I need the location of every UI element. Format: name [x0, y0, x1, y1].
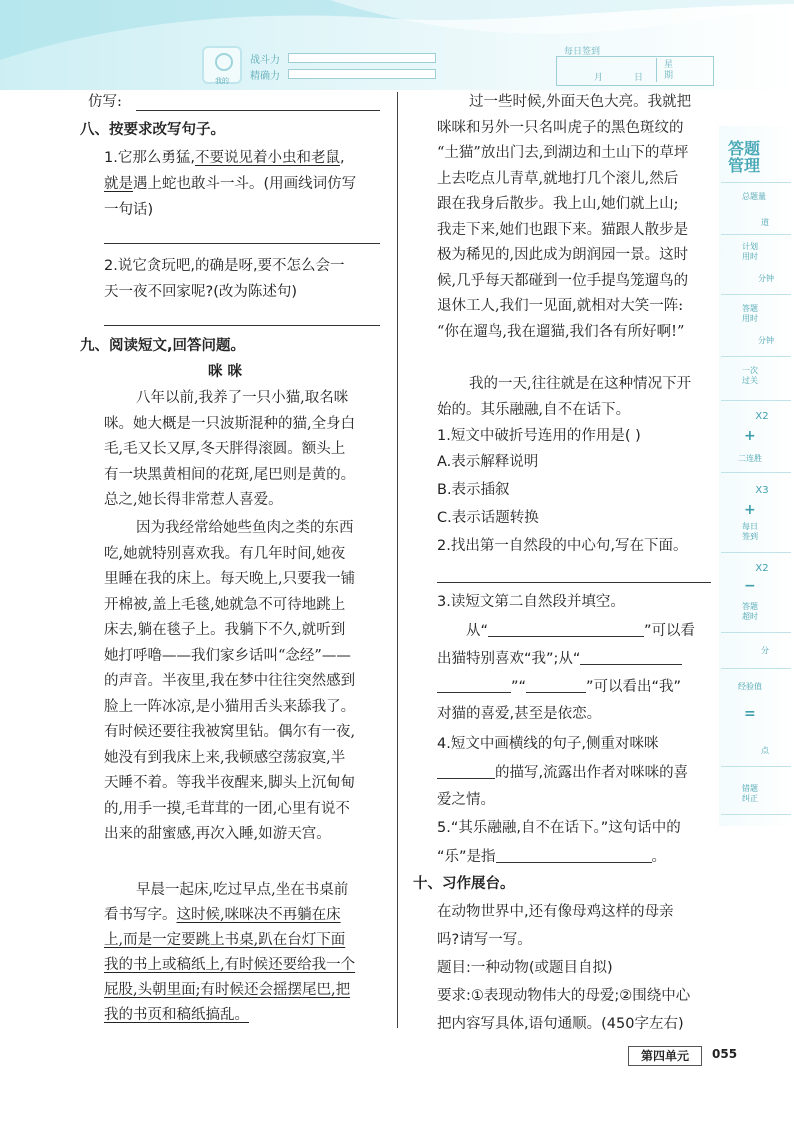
q8-2-line1: 2.说它贪玩吧,的确是呀,要不怎么会一 [104, 258, 345, 274]
p2-line: 脸上一阵冰凉,是小猫用舌头来舔我了。 [104, 698, 356, 715]
imitate-label: 仿写: [88, 94, 122, 110]
story-title: 咪 咪 [208, 364, 243, 380]
sidebar-equals: = [744, 706, 756, 722]
p1-line: 总之,她长得非常惹人喜爱。 [104, 492, 283, 508]
imitate-answer-line[interactable] [136, 110, 380, 111]
p2-line: 她没有到我床上来,我顿感空荡寂寞,半 [104, 749, 346, 766]
p4-line: 咪咪和另外一只名叫虎子的黑色斑纹的 [437, 119, 684, 136]
p2-line: 她打呼噜——我们家乡话叫“念经”—— [104, 647, 351, 664]
q3-blank-1[interactable] [488, 620, 644, 637]
section-9-title: 九、阅读短文,回答问题。 [80, 338, 246, 354]
writing-line5: 把内容写具体,语句通顺。(450字左右) [437, 1016, 684, 1032]
sidebar-divider [721, 766, 791, 767]
daily-sign-title: 每日签到 [564, 47, 601, 57]
sidebar-minus: − [744, 578, 756, 594]
writing-line2: 吗?请写一写。 [437, 932, 532, 948]
sidebar-divider [721, 234, 791, 235]
sidebar-divider [721, 400, 791, 401]
p5-line: 我的一天,往往就是在这种情况下开 [469, 376, 692, 392]
q4-line1: 4.短文中画横线的句子,侧重对咪咪 [437, 736, 659, 752]
q8-1-line1: 1.它那么勇猛,不要说见着小虫和老鼠, [104, 150, 345, 166]
sidebar-divider [721, 294, 791, 295]
q8-1-answer-line[interactable] [104, 243, 380, 244]
sidebar-divider [721, 668, 791, 669]
accuracy-bar [288, 69, 436, 79]
p3-line2: 看书写字。这时候,咪咪决不再躺在床 [104, 907, 341, 923]
q3-stem: 3.读短文第二自然段并填空。 [437, 594, 625, 610]
sidebar-x3: X3 [755, 485, 769, 496]
p4-line: “土猫”放出门去,到湖边和土山下的草坪 [437, 145, 689, 161]
q3-line1: 从“ ”可以看 [466, 620, 695, 641]
sidebar-divider [721, 632, 791, 633]
p2-line: 开棉被,盖上毛毯,她就急不可待地跳上 [104, 596, 346, 613]
sign-divider [656, 58, 657, 82]
p1-line: 八年以前,我养了一只小猫,取名咪 [136, 390, 349, 406]
p2-line: 天睡不着。等我半夜醒来,脚头上沉甸甸 [104, 775, 356, 791]
p5-line: 始的。其乐融融,自不在话下。 [437, 401, 631, 418]
p2-line: 因为我经常给她些鱼肉之类的东西 [136, 520, 354, 536]
p1-line: 有一块黑黄相间的花斑,尾巴则是黄的。 [104, 466, 356, 483]
q3-blank-4[interactable] [526, 676, 586, 693]
sidebar-plus-1: + [744, 428, 756, 444]
p4-line: 跟在我身后散步。我上山,她们就上山; [437, 196, 679, 212]
sidebar-exp: 经验值 [738, 682, 762, 691]
q3-line2: 出猫特别喜欢“我”;从“ [437, 648, 682, 669]
sidebar-plan-minutes: 分钟 [758, 274, 774, 283]
q1-option-a[interactable]: A.表示解释说明 [437, 454, 539, 470]
q3-line4: 对猫的喜爱,甚至是依恋。 [437, 706, 602, 722]
q5-line1: 5.“其乐融融,自不在话下。”这句话中的 [437, 820, 681, 836]
p3-line3: 上,而是一定要跳上书桌,趴在台灯下面 [104, 932, 346, 948]
sidebar-divider [721, 814, 791, 815]
sidebar-plus-2: + [744, 502, 756, 518]
sidebar-dao: 道 [761, 218, 769, 227]
sidebar-double-win: 二连胜 [738, 454, 762, 463]
week-label: 星期 [664, 60, 674, 81]
sidebar-total: 总题量 [742, 192, 766, 201]
sidebar-divider [721, 472, 791, 473]
month-label: 月 [594, 73, 604, 83]
sidebar-answer-minutes: 分钟 [758, 336, 774, 345]
q1-stem: 1.短文中破折号连用的作用是( ) [437, 428, 641, 444]
sidebar-answer-time: 答题 用时 [742, 304, 758, 323]
sidebar-title: 答题 管理 [728, 139, 761, 175]
p1-line: 咪。她大概是一只波斯混种的猫,全身白 [104, 415, 356, 432]
label-accuracy: 精确力 [250, 71, 280, 82]
p4-line: 退休工人,我们一见面,就相对大笑一阵: [437, 298, 684, 314]
p3-line1: 早晨一起床,吃过早点,坐在书桌前 [136, 882, 349, 898]
sidebar-divider [721, 182, 791, 183]
q3-line3: ”“ ”可以看出“我” [437, 676, 681, 697]
p2-line: 出来的甜蜜感,再次入睡,如游天宫。 [104, 826, 331, 842]
q2-answer-line[interactable] [437, 582, 711, 583]
focus-bar [288, 53, 436, 63]
sidebar-score-unit: 分 [761, 646, 769, 655]
sidebar-x2-a: X2 [755, 411, 769, 422]
section-8-title: 八、按要求改写句子。 [80, 122, 225, 138]
q4-line2: 的描写,流露出作者对咪咪的喜 [437, 762, 688, 783]
writing-line1: 在动物世界中,还有像母鸡这样的母亲 [437, 904, 674, 920]
column-divider [397, 92, 398, 1028]
p4-line: 候,几乎每天都碰到一位手提鸟笼遛鸟的 [437, 272, 689, 289]
q4-line3: 爱之情。 [437, 792, 495, 808]
avatar-label: 我的 [215, 77, 229, 85]
writing-line4: 要求:①表现动物伟大的母爱;②围绕中心 [437, 988, 691, 1004]
p2-line: 有时候还要往我被窝里钻。偶尔有一夜, [104, 724, 356, 740]
p4-line: 极为稀见的,因此成为朗润园一景。这时 [437, 247, 689, 263]
p1-line: 毛,毛又长又厚,冬天胖得滚圆。额头上 [104, 441, 346, 457]
q3-blank-2[interactable] [580, 648, 682, 665]
q5-blank[interactable] [496, 846, 652, 863]
sidebar-plan-time: 计划 用时 [742, 242, 758, 261]
p3-line6: 我的书页和稿纸搞乱。 [104, 1007, 249, 1023]
sidebar-panel [719, 126, 794, 826]
p4-line: 过一些时候,外面天色大亮。我就把 [469, 94, 692, 110]
p2-line: 吃,她就特别喜欢我。有几年时间,她夜 [104, 545, 346, 562]
q1-option-c[interactable]: C.表示话题转换 [437, 510, 539, 526]
section-10-title: 十、习作展台。 [413, 876, 515, 892]
p2-line: 的声音。半夜里,我在梦中往往突然感到 [104, 673, 356, 689]
page-number: 055 [712, 1047, 738, 1061]
sidebar-overtime: 答题 超时 [742, 602, 758, 621]
p3-line5: 屁股,头朝里面;有时候还会摇摆尾巴,把 [104, 982, 351, 998]
p4-line: 我走下来,她们也跟下来。猫跟人散步是 [437, 221, 689, 238]
p3-line4: 我的书上或稿纸上,有时候还要给我一个 [104, 957, 356, 973]
unit-label: 第四单元 [628, 1046, 702, 1066]
q8-2-answer-line[interactable] [104, 325, 380, 326]
p4-line: “你在遛鸟,我在遛猫,我们各有所好啊!” [437, 323, 685, 340]
q2-stem: 2.找出第一自然段的中心句,写在下面。 [437, 538, 688, 554]
day-label: 日 [634, 73, 644, 83]
q5-line2: “乐”是指 。 [437, 846, 666, 867]
q8-1-line3: 一句话) [104, 202, 154, 218]
p2-line: 的,用手一摸,毛茸茸的一团,心里有说不 [104, 800, 350, 817]
q3-blank-3[interactable] [437, 676, 511, 693]
writing-line3: 题目:一种动物(或题目自拟) [437, 960, 613, 976]
label-focus: 战斗力 [250, 55, 280, 66]
q8-2-line2: 天一夜不回家呢?(改为陈述句) [104, 284, 298, 300]
sidebar-divider [721, 552, 791, 553]
sidebar-wrong-correct: 错题 纠正 [742, 784, 758, 803]
q4-blank[interactable] [437, 762, 495, 779]
sidebar-divider [721, 356, 791, 357]
p2-line: 床去,躺在毯子上。我躺下不久,就听到 [104, 622, 346, 638]
q1-option-b[interactable]: B.表示插叙 [437, 482, 510, 498]
sidebar-x2-b: X2 [755, 563, 769, 574]
sidebar-once-pass: 一次 过关 [742, 366, 758, 385]
q8-1-line2: 就是遇上蛇也敢斗一斗。(用画线词仿写 [104, 176, 357, 192]
sidebar-daily-sign: 每日 签到 [742, 522, 758, 541]
p2-line: 里睡在我的床上。每天晚上,只要我一铺 [104, 571, 356, 587]
p4-line: 上去吃点儿青草,就地打几个滚儿,然后 [437, 170, 679, 187]
sidebar-points: 点 [761, 746, 769, 755]
